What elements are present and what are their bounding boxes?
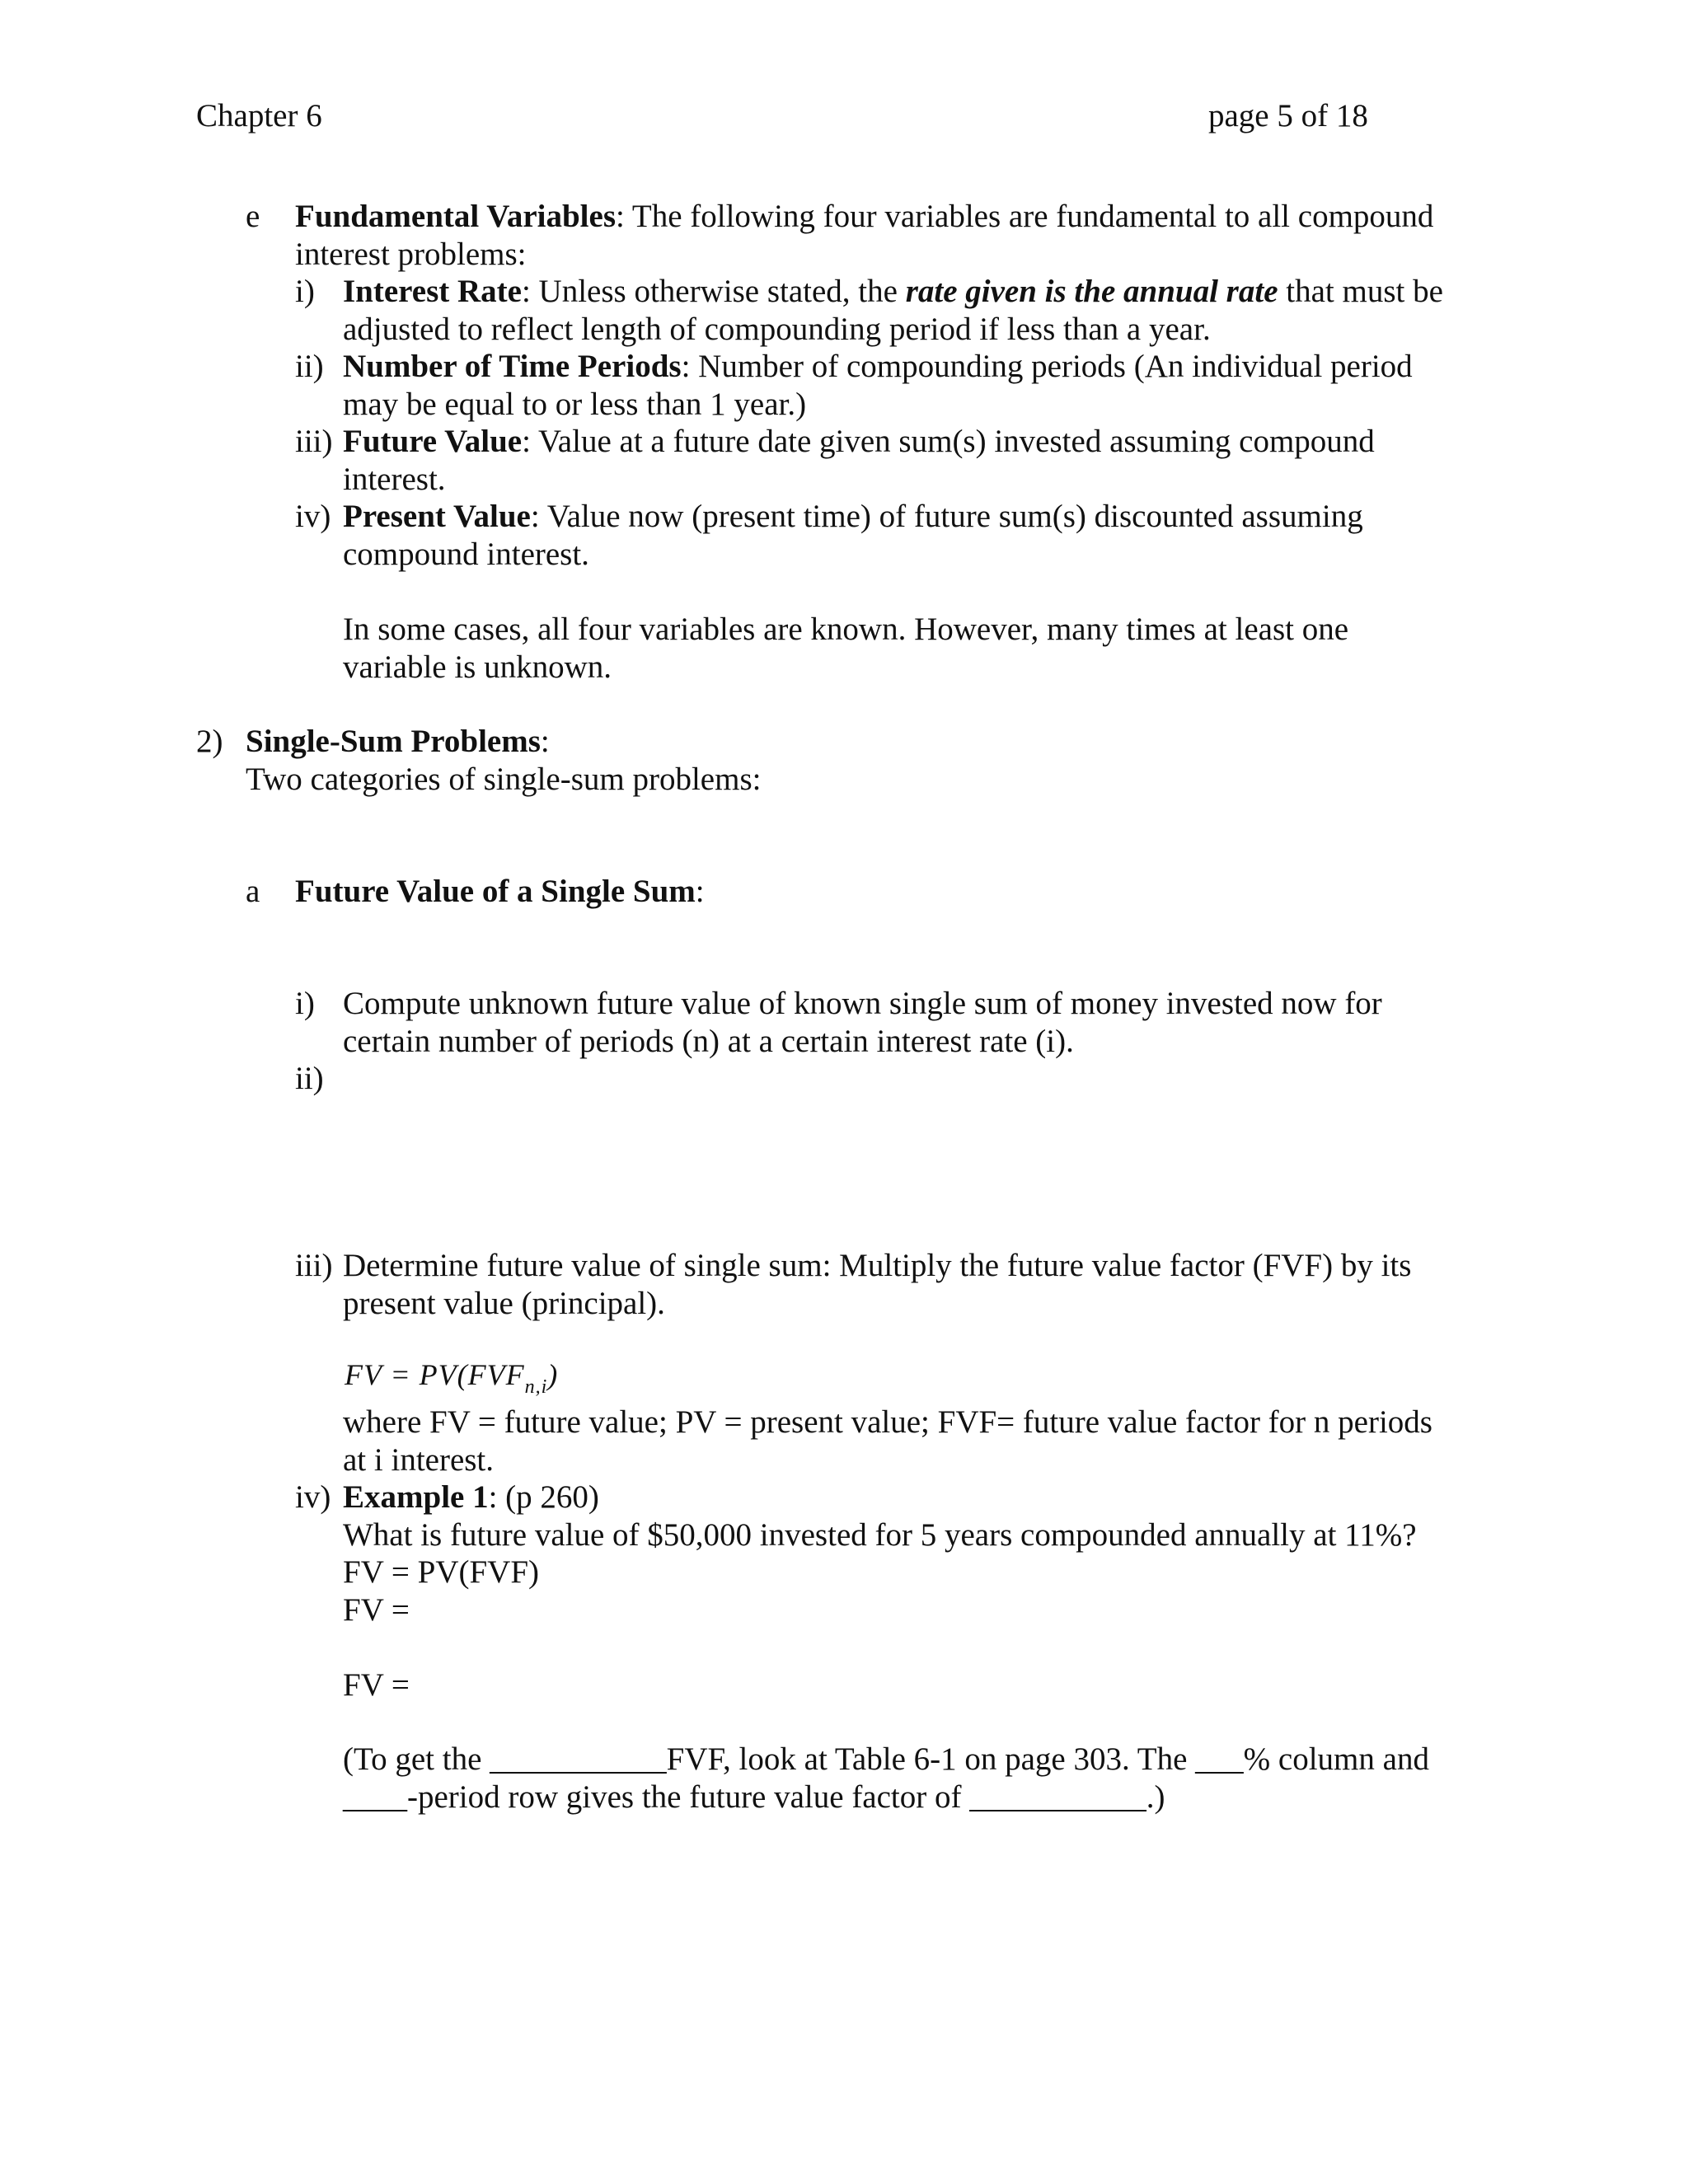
item-present-value [343, 498, 1363, 536]
fv-formula-main: FV = PV(FVF [345, 1358, 525, 1391]
fv-answer-line-1: FV = [343, 1592, 410, 1628]
item-ii-marker: ii) [295, 349, 324, 384]
item-iii-marker: iii) [295, 424, 333, 459]
fv-formula [345, 1356, 558, 1398]
example-question: What is future value of $50,000 invested for 5 years compounded annually at 11%? [343, 1517, 1417, 1553]
item-interest-rate-text: : Unless otherwise stated, the [521, 274, 906, 309]
item-time-periods-line2: may be equal to or less than 1 year.) [343, 387, 807, 422]
fv-answer-line-2: FV = [343, 1667, 410, 1703]
chapter-header: Chapter 6 [196, 98, 322, 134]
section-e-intro-line2: interest problems: [295, 237, 527, 272]
sub-item-iii-text: Determine future value of single sum: Multiply the future value factor (FVF) by its [343, 1248, 1412, 1283]
section-a-title: Future Value of a Single Sum [295, 874, 696, 909]
item-time-periods-text: : Number of compounding periods (An individual period [681, 349, 1413, 384]
page-number: page 5 of 18 [1208, 98, 1368, 134]
sub-item-iii-marker: iii) [295, 1248, 333, 1283]
example-title: Example 1 [343, 1479, 489, 1515]
section-e-marker: e [246, 199, 260, 234]
item-future-value-text: : Value at a future date given sum(s) invested assuming compound [522, 424, 1375, 459]
example-reference: : (p 260) [488, 1479, 599, 1515]
example-heading [343, 1479, 599, 1516]
section-e-note: In some cases, all four variables are known. However, many times at least one [343, 612, 1349, 647]
formula-definitions: where FV = future value; PV = present value; FVF= future value factor for n periods [343, 1404, 1432, 1440]
item-iv-marker: iv) [295, 499, 331, 534]
item-i-marker: i) [295, 274, 315, 309]
section-e-intro-text: : The following four variables are fundamental to all compound [616, 199, 1434, 234]
sub-item-i-text-line2: certain number of periods (n) at a certain interest rate (i). [343, 1024, 1074, 1059]
section-2-heading [246, 723, 550, 761]
section-2-subtitle: Two categories of single-sum problems: [246, 762, 762, 797]
table-hint: (To get the ___________FVF, look at Table 6-1 on page 303. The ___% column and [343, 1741, 1429, 1777]
item-time-periods [343, 348, 1413, 386]
item-interest-rate-title: Interest Rate [343, 274, 522, 309]
item-interest-rate-text-end: that must be [1278, 274, 1443, 309]
section-a-colon: : [695, 874, 705, 909]
section-e-intro [295, 198, 1433, 236]
item-present-value-title: Present Value [343, 499, 531, 534]
table-hint-line2: ____-period row gives the future value factor of ___________.) [343, 1779, 1165, 1815]
sub-item-ii-marker: ii) [295, 1061, 324, 1096]
fv-formula-close: ) [547, 1358, 559, 1391]
fv-equation: FV = PV(FVF) [343, 1554, 540, 1590]
item-future-value [343, 423, 1375, 461]
sub-item-i-marker: i) [295, 986, 315, 1021]
item-interest-rate [343, 273, 1443, 311]
section-e-note-line2: variable is unknown. [343, 649, 612, 685]
sub-item-i-text: Compute unknown future value of known single sum of money invested now for [343, 986, 1382, 1021]
item-present-value-text: : Value now (present time) of future sum(s) discounted assuming [530, 499, 1363, 534]
sub-item-iii-text-line2: present value (principal). [343, 1286, 665, 1321]
item-future-value-title: Future Value [343, 424, 523, 459]
section-a-marker: a [246, 874, 260, 909]
item-interest-rate-emphasis: rate given is the annual rate [905, 274, 1278, 309]
section-a-heading [295, 873, 705, 911]
item-interest-rate-line2: adjusted to reflect length of compounding period if less than a year. [343, 312, 1211, 347]
item-present-value-line2: compound interest. [343, 537, 589, 572]
section-e-title: Fundamental Variables [295, 199, 616, 234]
section-2-title: Single-Sum Problems [246, 724, 541, 759]
fv-formula-subscript: n,i [524, 1376, 548, 1398]
item-future-value-line2: interest. [343, 462, 446, 497]
formula-definitions-line2: at i interest. [343, 1442, 495, 1478]
sub-item-iv-marker: iv) [295, 1479, 331, 1515]
item-time-periods-title: Number of Time Periods [343, 349, 682, 384]
section-2-marker: 2) [196, 724, 223, 759]
section-2-colon: : [540, 724, 550, 759]
